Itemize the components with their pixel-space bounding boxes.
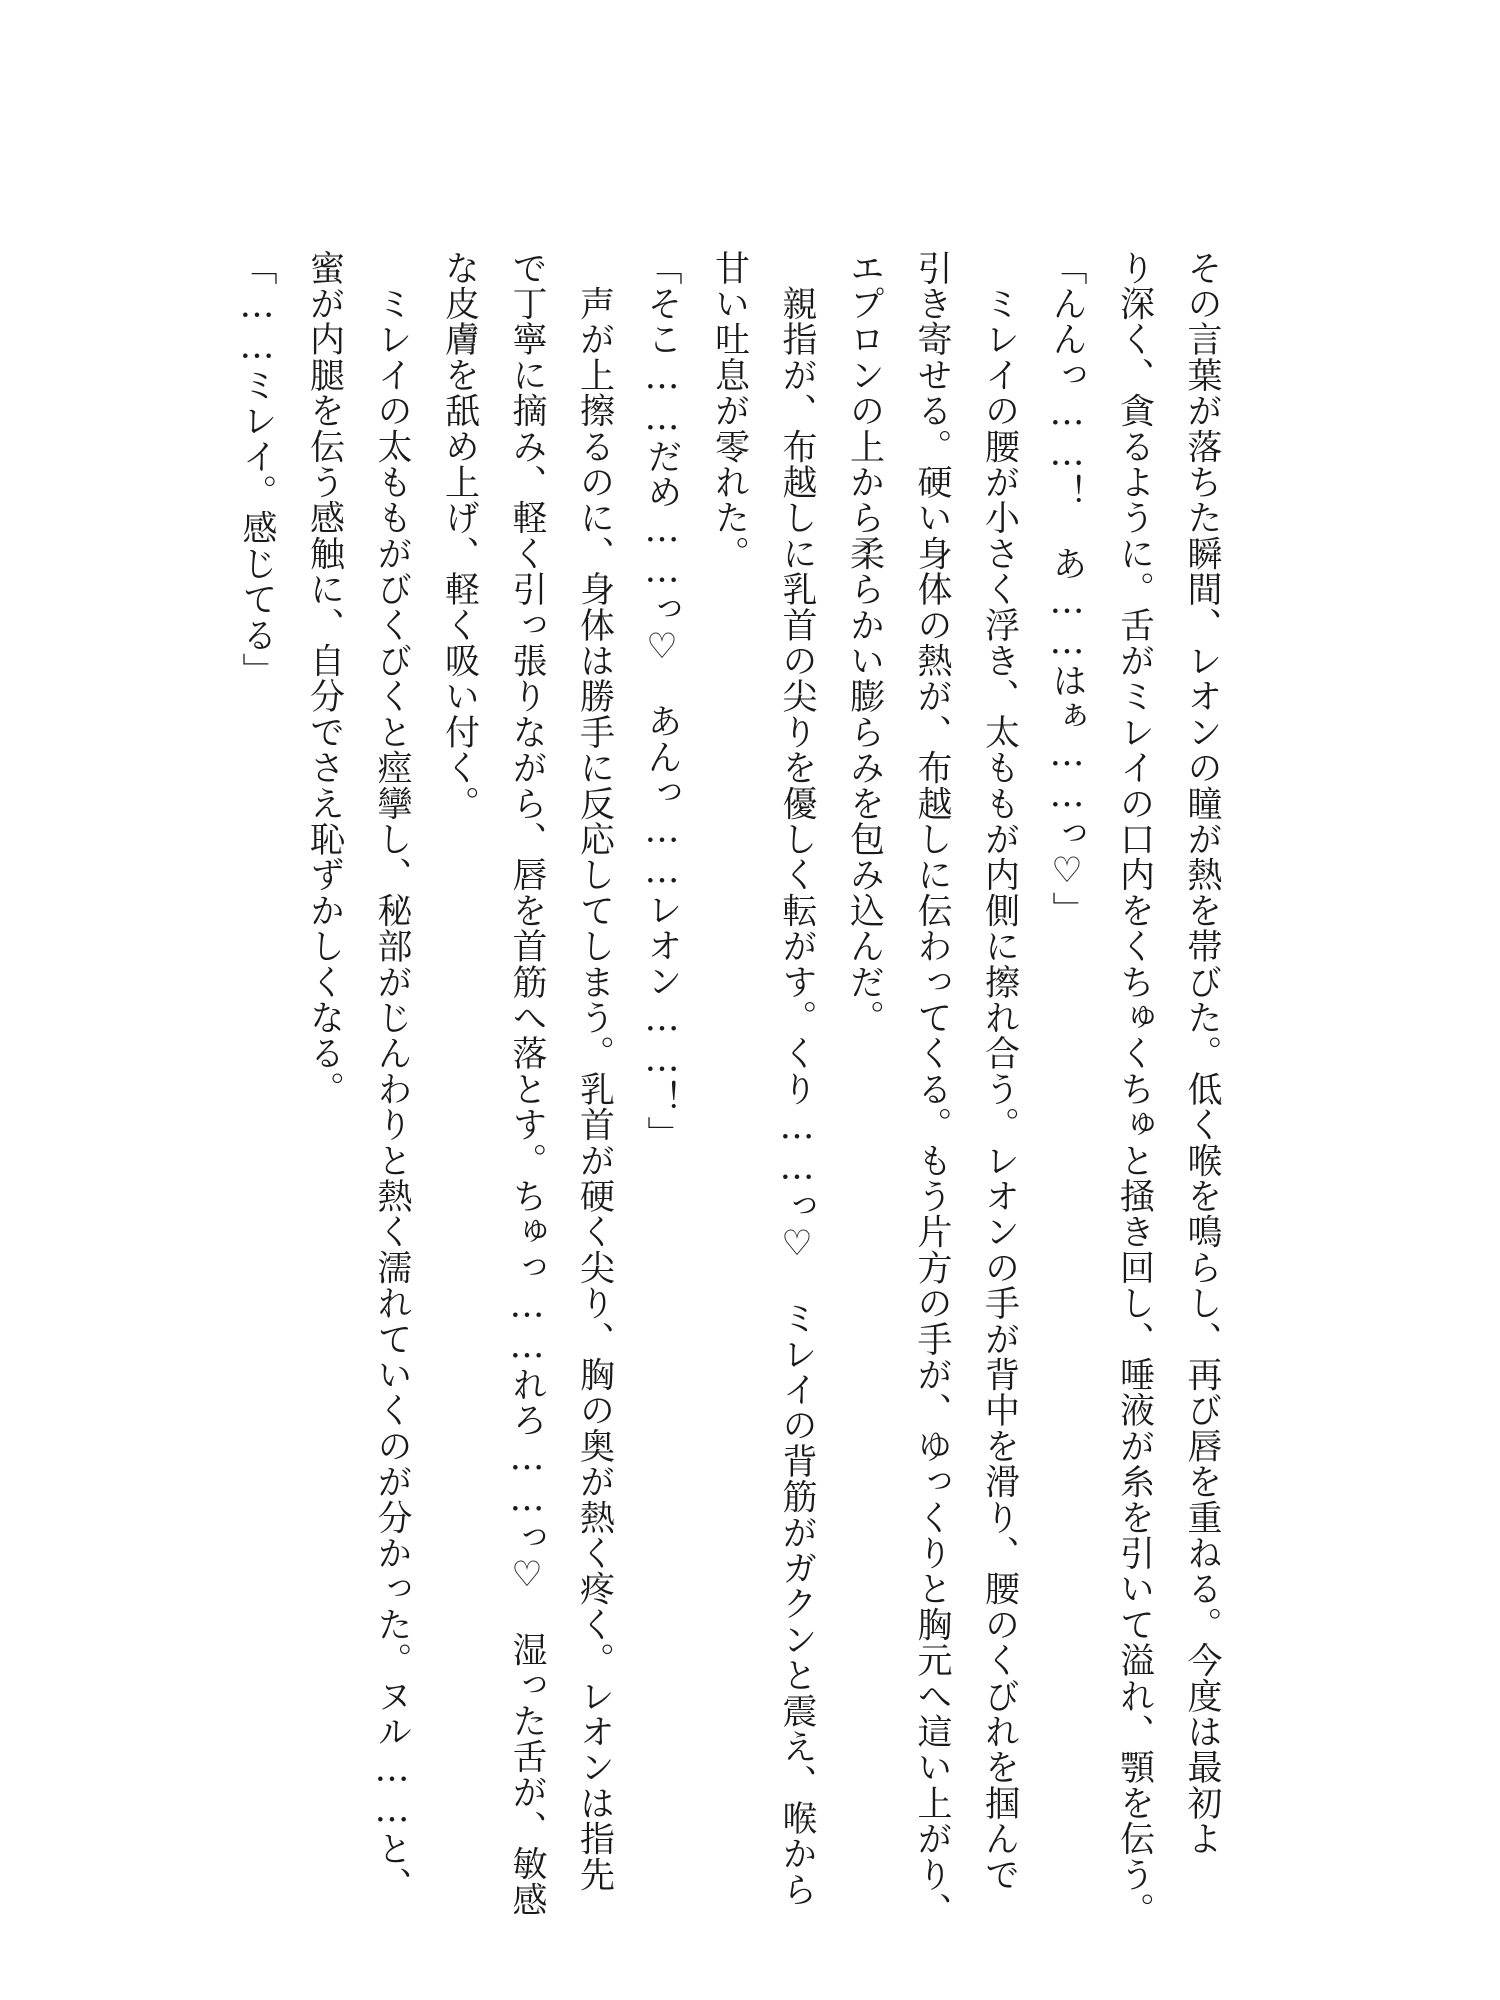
text-line-9: 「そこ……だめ……っ♡ あんっ……レオン……！」 [642,250,682,1152]
text-line-4: ミレイの腰が小さく浮き、太ももが内側に擦れ合う。レオンの手が背中を滑り、腰のくびれを掴んで [979,250,1020,1893]
text-line-11: で丁寧に摘み、軽く引っ張りながら、唇を首筋へ落とす。ちゅっ……れろ……っ♡ 湿った舌が、敏感 [507,250,547,1918]
text-line-14: 蜜が内腿を伝う感触に、自分でさえ恥ずかしくなる。 [304,250,345,1107]
text-line-6: エプロンの上から柔らかい膨らみを包み込んだ。 [844,250,885,1036]
text-line-13: ミレイの太ももがびくびくと痙攣し、秘部がじんわりと熱く濡れていくのが分かった。ヌル……と、 [372,250,412,1903]
text-line-1: その言葉が落ちた瞬間、レオンの瞳が熱を帯びた。低く喉を鳴らし、再び唇を重ねる。今度は最初よ [1182,250,1222,1857]
text-line-3: 「んんっ……！ あ……はぁ……っ♡」 [1047,250,1087,928]
text-line-8: 甘い吐息が零れた。 [709,250,750,572]
text-line-15: 「……ミレイ。感じてる」 [237,250,277,689]
text-line-12: な皮膚を舐め上げ、軽く吸い付く。 [439,250,480,822]
text-line-5: 引き寄せる。硬い身体の熱が、布越しに伝わってくる。もう片方の手が、ゆっくりと胸元へ這い上がり、 [912,250,952,1928]
vertical-text-body [223,250,1236,1928]
text-line-10: 声が上擦るのに、身体は勝手に反応してしまう。乳首が硬く尖り、胸の奥が熱く疼く。レオンは指先 [574,250,615,1893]
text-line-2: り深く、貪るように。舌がミレイの口内をくちゅくちゅと掻き回し、唾液が糸を引いて溢れ、顎を伝う。 [1114,250,1155,1928]
text-line-7: 親指が、布越しに乳首の尖りを優しく転がす。くり……っ♡ ミレイの背筋がガクンと震え、喉から [777,250,817,1908]
